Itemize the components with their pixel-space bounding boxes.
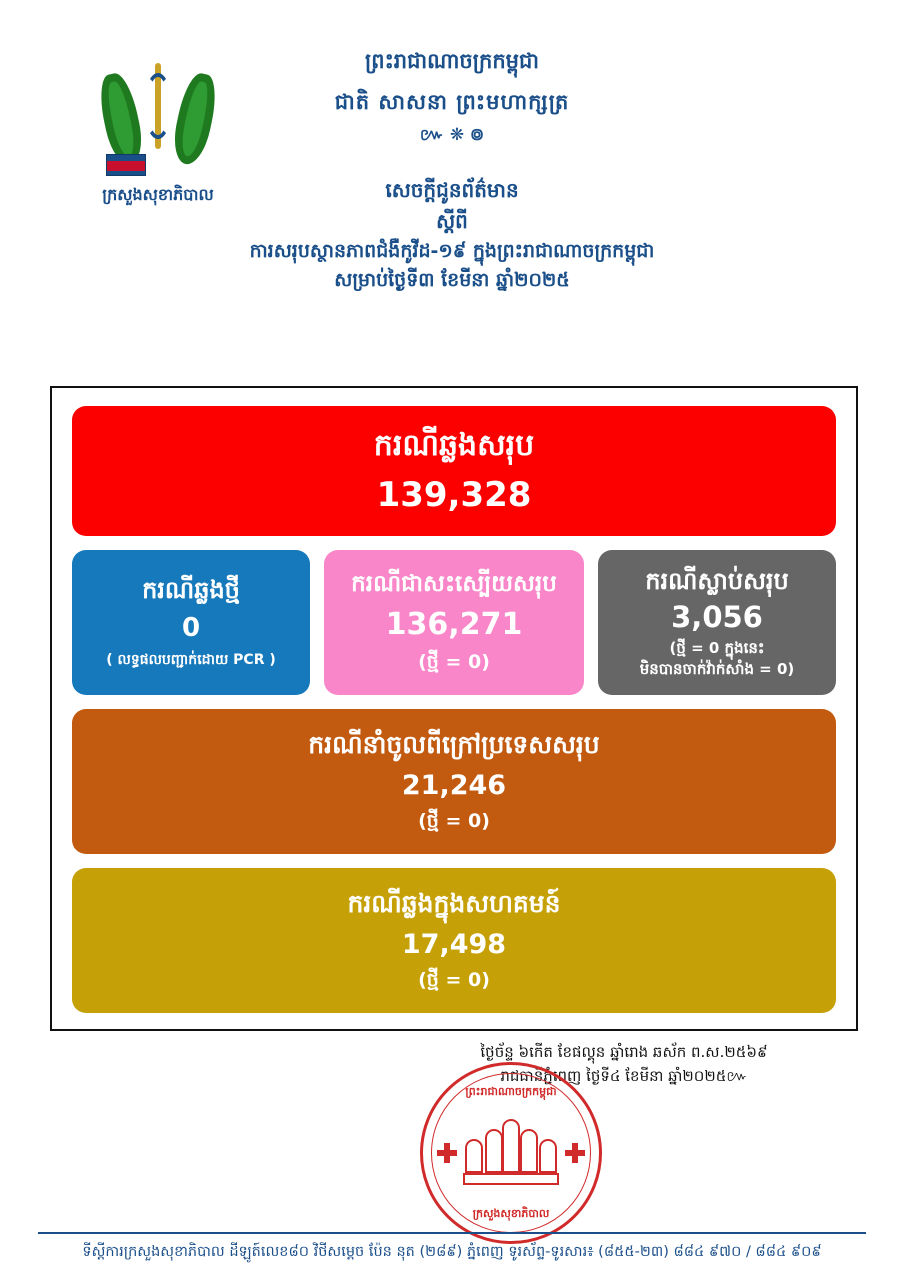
notice-line-3: ការសរុបស្ថានភាពជំងឺកូវីដ-១៩ ក្នុងព្រះរាជាណាចក្រកម្ពុជា <box>249 240 655 262</box>
card-new-cases-title: ករណីឆ្លងថ្មី <box>142 576 240 605</box>
notice-line-2: ស្ដីពី <box>436 209 468 233</box>
card-new-cases <box>72 550 310 695</box>
notice-line-1: សេចក្ដីជូនព័ត៌មាន <box>385 178 519 202</box>
footer-divider <box>38 1232 866 1234</box>
emblem-graphic <box>98 55 218 180</box>
footer-address: ទីស្ដីការក្រសួងសុខាភិបាល ដីឡូត៍លេខ៨០ វិថីសម្ដេច ប៉ែន នុត (២៨៩) ភ្នំពេញ ទូរស័ព្ទ-ទូរសារ៖ (៨៥៥-២៣) ៨៨៤ ៩៧០ / ៨៨៤ ៩០៩ <box>82 1244 822 1260</box>
card-recovered-cases <box>324 550 584 695</box>
card-community-cases-value: 17,498 <box>401 928 507 960</box>
card-imported-cases <box>72 709 836 854</box>
notice-line-4: សម្រាប់ថ្ងៃទី៣ ខែមីនា ឆ្នាំ២០២៥ <box>334 269 570 292</box>
medical-cross-icon <box>565 1143 585 1163</box>
card-imported-cases-value: 21,246 <box>401 769 507 801</box>
temple-tower-icon <box>465 1139 483 1173</box>
official-seal-stamp <box>420 1062 602 1244</box>
temple-tower-icon <box>485 1129 503 1173</box>
medical-cross-icon <box>437 1143 457 1163</box>
card-community-cases <box>72 868 836 1013</box>
card-total-cases <box>72 406 836 536</box>
card-community-cases-note: (ថ្មី = 0) <box>418 968 490 991</box>
angkor-temple-icon <box>463 1117 559 1189</box>
card-new-cases-note: ( លទ្ធផលបញ្ជាក់ដោយ PCR ) <box>106 652 276 669</box>
card-total-deaths-value: 3,056 <box>671 600 763 635</box>
snake-icon <box>144 73 172 139</box>
card-imported-cases-title: ករណីនាំចូលពីក្រៅប្រទេសសរុប <box>308 729 600 759</box>
card-total-deaths <box>598 550 836 695</box>
signature-date-line-1: ថ្ងៃច័ន្ទ ៦កើត ខែផល្គុន ឆ្នាំរោង ឆស័ក ព.ស.២៥៦៩ <box>480 1043 768 1061</box>
stamp-bottom-text: ក្រសួងសុខាភិបាល <box>472 1207 550 1220</box>
emblem-caption: ក្រសួងសុខាភិបាល <box>102 185 214 204</box>
flag-icon <box>106 154 146 176</box>
card-new-cases-value: 0 <box>181 613 201 644</box>
card-community-cases-title: ករណីឆ្លងក្នុងសហគមន៍ <box>347 888 561 918</box>
stamp-top-text: ព្រះរាជាណាចក្រកម្ពុជា <box>465 1085 557 1098</box>
ministry-emblem <box>88 55 228 208</box>
temple-base-icon <box>463 1173 559 1185</box>
signature-date-line-2: រាជធានីភ្នំពេញ ថ្ងៃទី៤ ខែមីនា ឆ្នាំ២០២៥៚ <box>500 1067 748 1085</box>
card-recovered-cases-title: ករណីជាសះស្បើយសរុប <box>351 570 557 597</box>
card-imported-cases-note: (ថ្មី = 0) <box>418 809 490 832</box>
temple-tower-icon <box>502 1119 520 1173</box>
temple-tower-icon <box>520 1129 538 1173</box>
stats-row <box>72 550 836 695</box>
document-header <box>0 0 904 292</box>
card-total-cases-title: ករណីឆ្លងសរុប <box>373 428 535 464</box>
card-total-deaths-title: ករណីស្លាប់សរុប <box>645 567 789 596</box>
card-recovered-cases-value: 136,271 <box>385 606 523 642</box>
card-total-cases-value: 139,328 <box>376 474 532 515</box>
card-recovered-cases-note: (ថ្មី = 0) <box>418 650 490 673</box>
temple-tower-icon <box>539 1139 557 1173</box>
statistics-panel <box>50 386 858 1031</box>
card-total-deaths-note <box>640 638 795 679</box>
card-total-deaths-note-line-1: (ថ្មី = 0 ក្នុងនេះ <box>669 639 765 658</box>
card-total-deaths-note-line-2: មិនបានចាក់វ៉ាក់សាំង = 0) <box>639 659 795 678</box>
kingdom-line-2: ជាតិ សាសនា ព្រះមហាក្សត្រ <box>334 90 570 114</box>
kingdom-divider-ornament: ៚ ❋ ៙ <box>419 125 485 145</box>
kingdom-line-1: ព្រះរាជាណាចក្រកម្ពុជា <box>364 49 539 73</box>
